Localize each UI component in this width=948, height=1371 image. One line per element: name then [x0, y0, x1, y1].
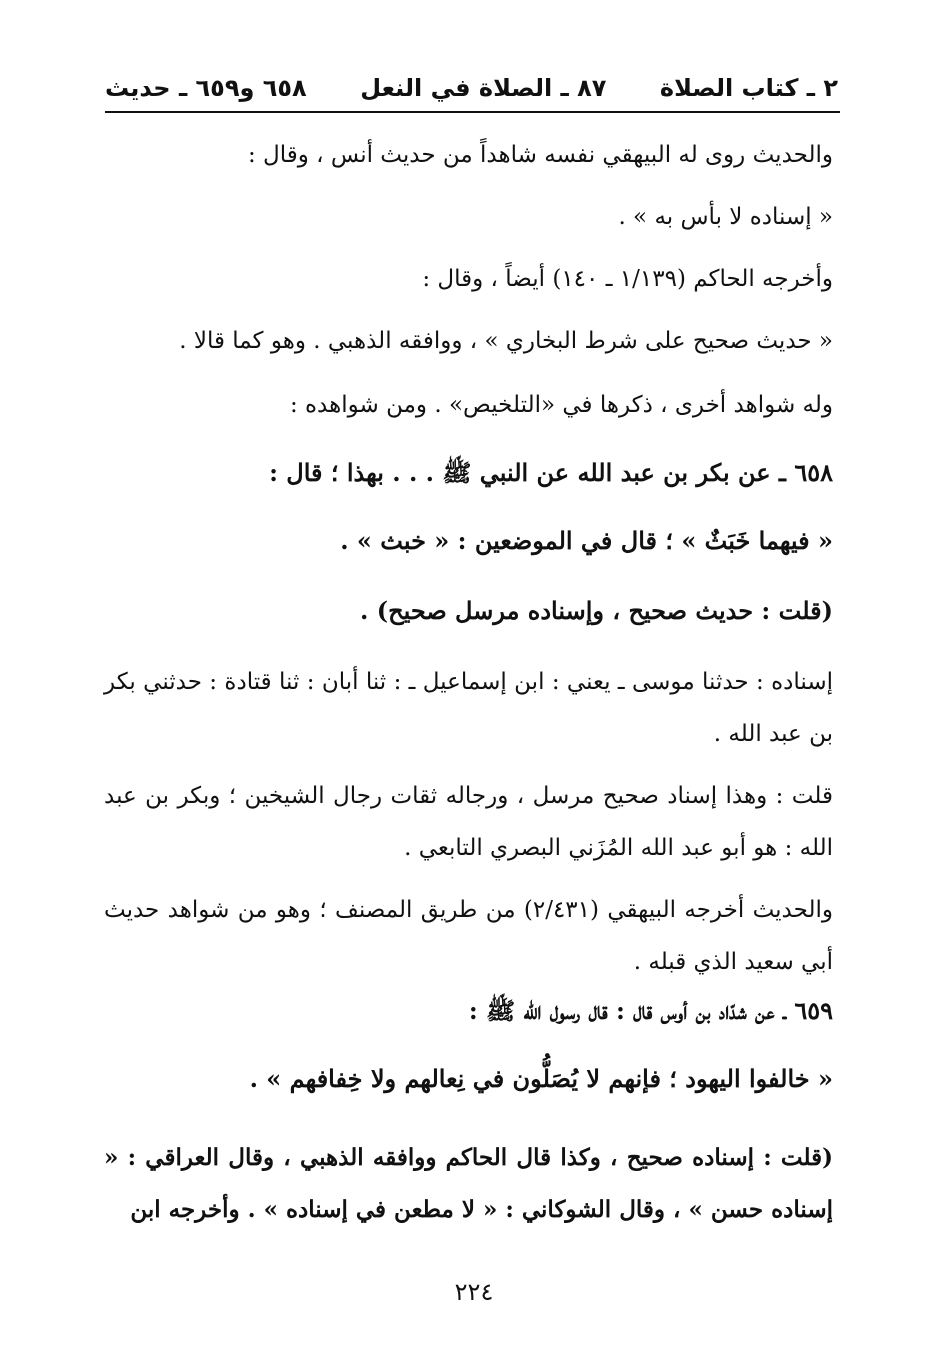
isnad-paragraph: إسناده : حدثنا موسى ـ يعني : ابن إسماعيل ـ : ثنا أبان : ثنا قتادة : حدثني بكر بن عبد الله .: [104, 669, 833, 747]
text-line: « حديث صحيح على شرط البخاري » ، ووافقه الذهبي . وهو كما قالا .: [179, 328, 833, 354]
hadith-659-text: « خالفوا اليهود ؛ فإنهم لا يُصَلُّون في نِعالهم ولا خِفافهم » .: [249, 1064, 833, 1093]
hadith-658-text: « فيهما خَبَثٌ » ؛ قال في الموضعين : « خبث » .: [340, 526, 833, 555]
hadith-659-heading: ٦٥٩ ـ عن شدّاد بن أوس قال : قال رسول الله ﷺ :: [468, 996, 833, 1025]
text-line: وأخرجه الحاكم (١/١٣٩ ـ ١٤٠) أيضاً ، وقال :: [422, 266, 833, 292]
commentary-paragraph: قلت : وهذا إسناد صحيح مرسل ، ورجاله ثقات رجال الشيخين ؛ وبكر بن عبد الله : هو أبو عبد الله المُزَني البصري التابعي .: [104, 783, 833, 861]
text-line: والحديث روى له البيهقي نفسه شاهداً من حديث أنس ، وقال :: [247, 142, 833, 168]
text-line: وله شواهد أخرى ، ذكرها في «التلخيص» . ومن شواهده :: [289, 392, 833, 418]
running-header: [105, 68, 838, 108]
text-line: « إسناده لا بأس به » .: [618, 204, 833, 230]
header-section: ٨٧ ـ الصلاة في النعل: [360, 74, 607, 102]
hadith-658-grading: (قلت : حديث صحيح ، وإسناده مرسل صحيح) .: [360, 596, 833, 625]
header-divider: [105, 111, 840, 113]
hadith-658-heading: ٦٥٨ ـ عن بكر بن عبد الله عن النبي ﷺ . . . بهذا ؛ قال :: [269, 458, 833, 487]
header-hadith-numbers: ٦٥٨ و٦٥٩ ـ حديث: [105, 74, 307, 102]
header-chapter: ٢ ـ كتاب الصلاة: [659, 74, 838, 102]
hadith-659-grading: (قلت : إسناده صحيح ، وكذا قال الحاكم ووافقه الذهبي ، وقال العراقي : « إسناده حسن » ، وقال الشوكاني : « لا مطعن في إسناده » . وأخرجه ابن: [104, 1144, 833, 1223]
takhrij-paragraph: والحديث أخرجه البيهقي (٢/٤٣١) من طريق المصنف ؛ وهو من شواهد حديث أبي سعيد الذي قبله .: [104, 897, 833, 975]
page-number: ٢٢٤: [454, 1278, 494, 1306]
